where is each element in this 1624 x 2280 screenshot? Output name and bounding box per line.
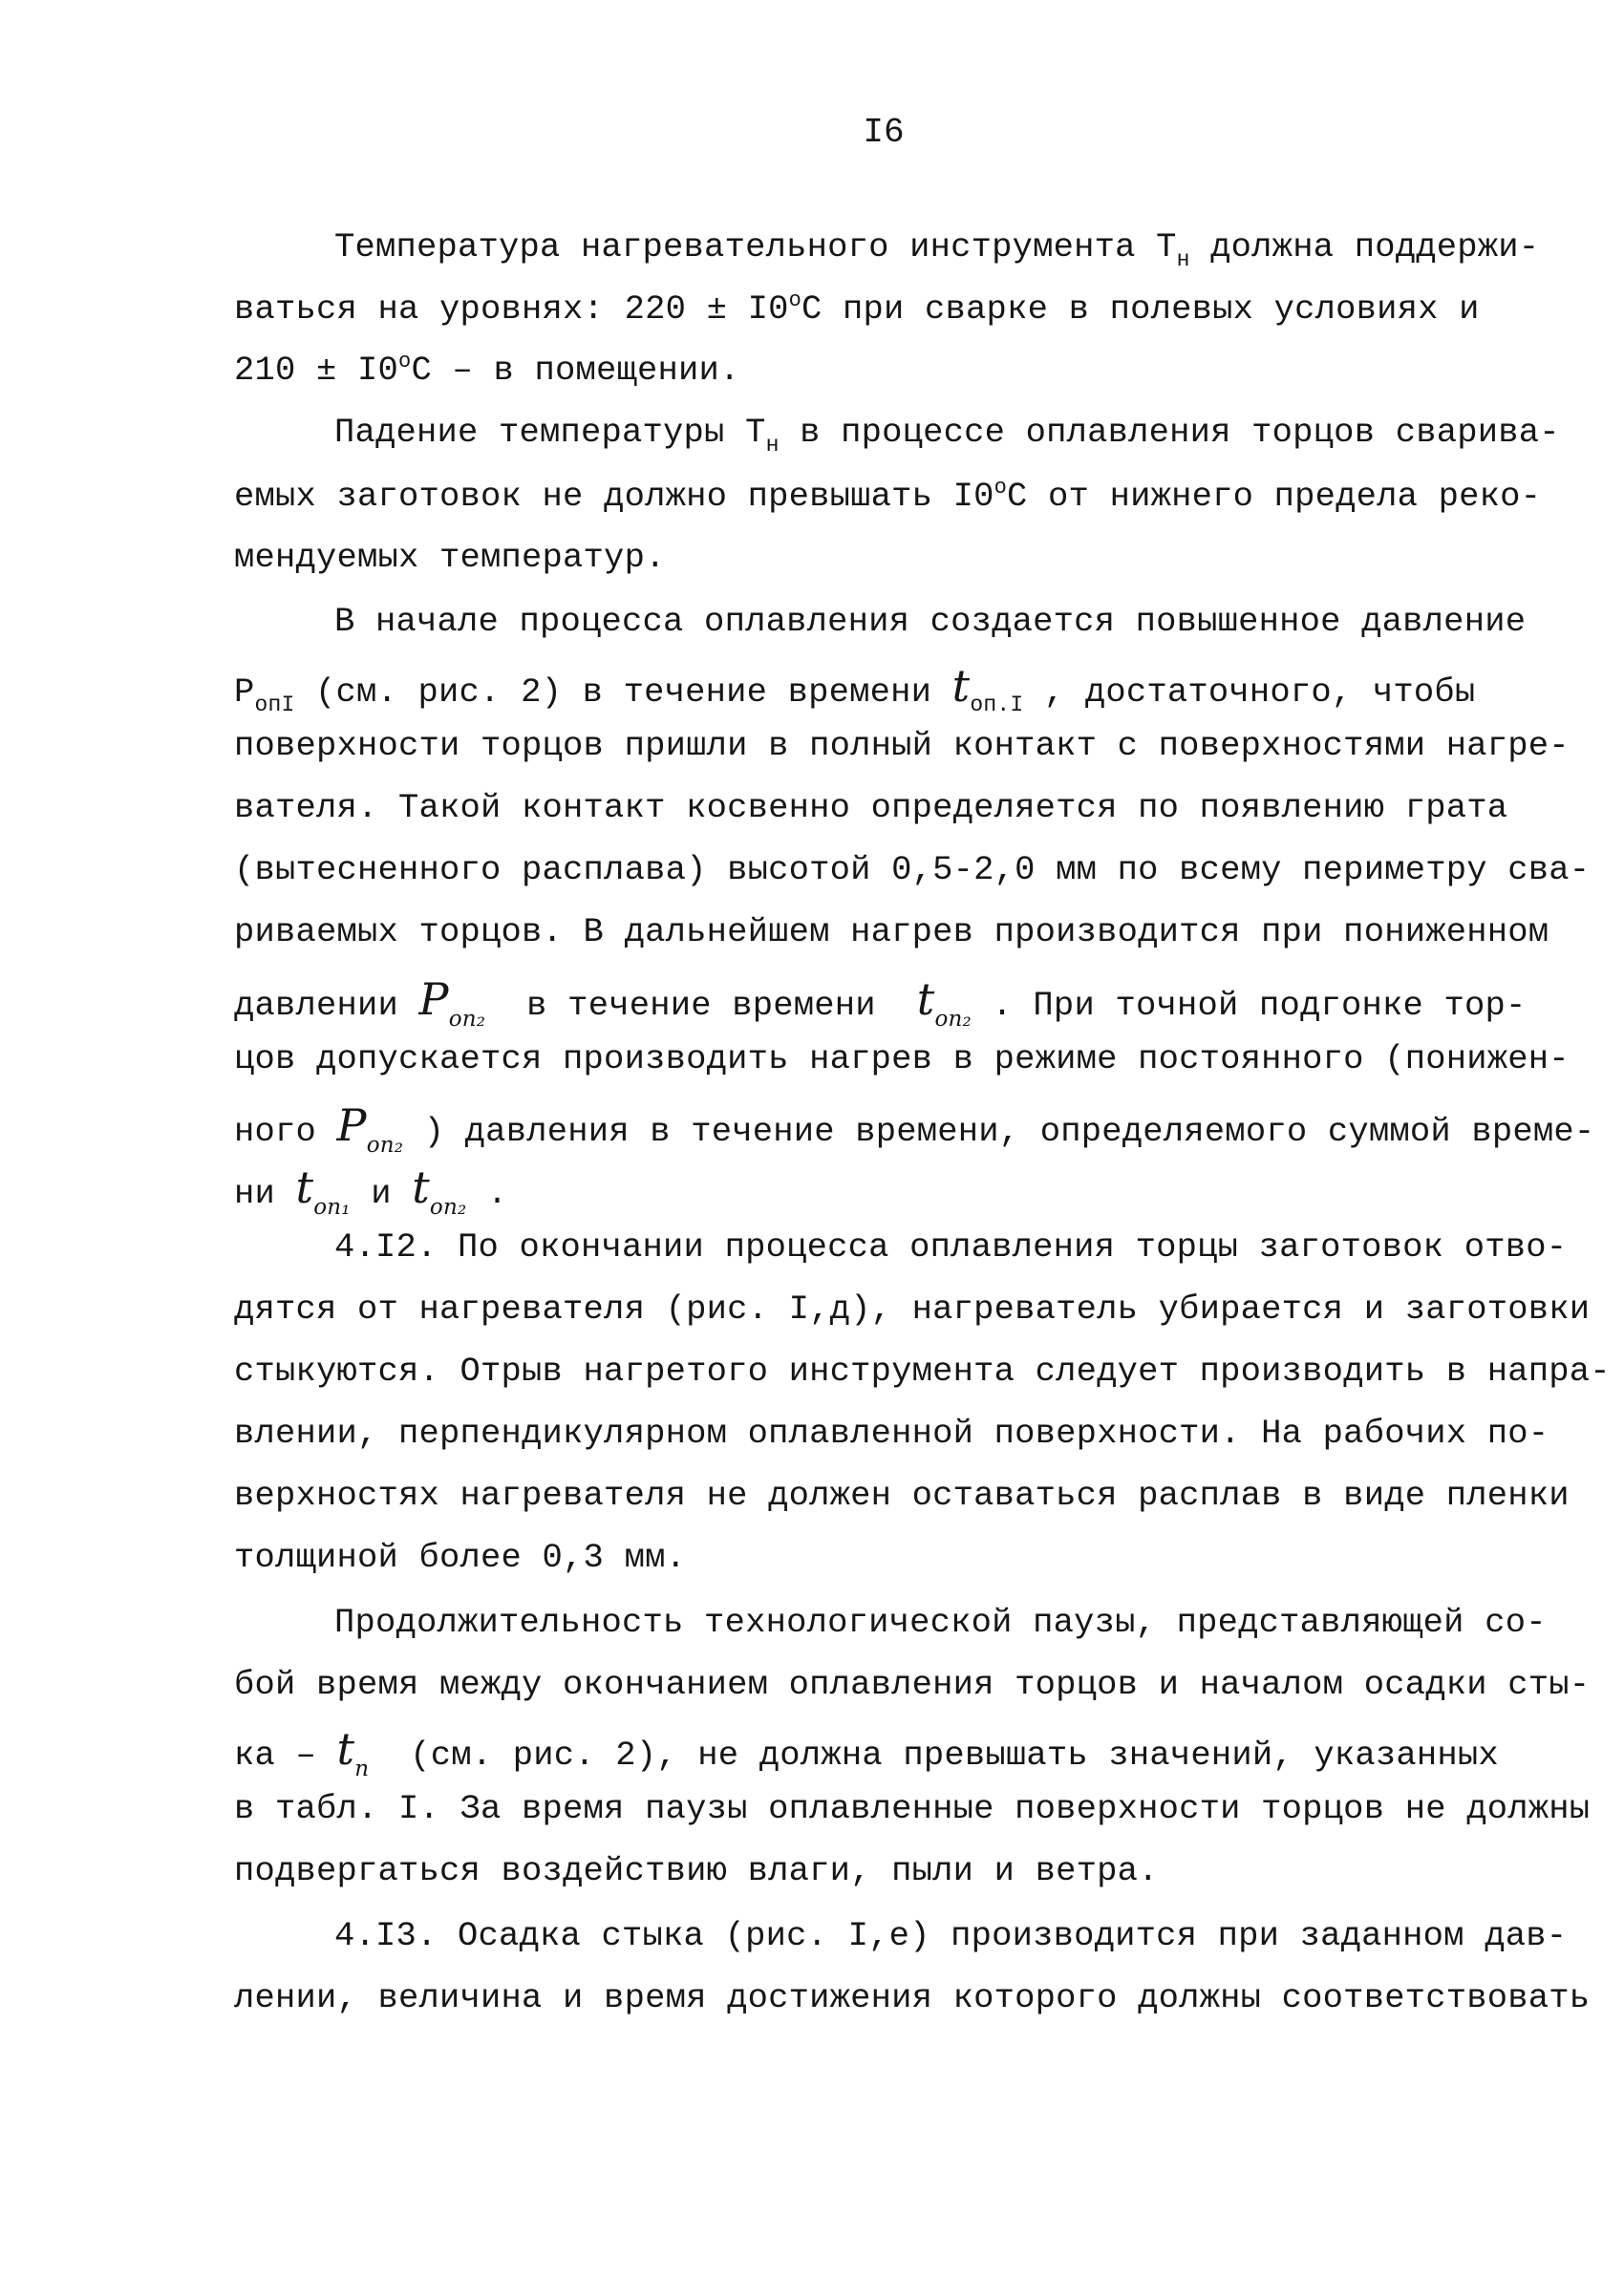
text-line: (вытесненного расплава) высотой 0,5-2,0 мм по всему периметру сва- — [234, 850, 1591, 889]
text-line: лении, величина и время достижения которого должны соответствовать — [234, 1978, 1591, 2017]
handwritten-symbol: P — [336, 1099, 367, 1151]
handwritten-subscript: оп₂ — [448, 1007, 486, 1032]
text-line: ваться на уровнях: $220 \pm I0^оС$ при сварке в полевых условиях и — [234, 288, 1480, 329]
plus-minus-sign: ± — [316, 351, 337, 390]
handwritten-symbol: t — [951, 660, 971, 712]
text-line: $Р_{опI}$ (см. рис. 2) в течение времени $t_{оп.I}$ , достаточного, чтобы — [234, 660, 1476, 717]
text-line: 4.I2. По окончании процесса оплавления торцы заготовок отво- — [334, 1227, 1568, 1267]
text-line: поверхности торцов пришли в полный контакт с поверхностями нагре- — [234, 726, 1570, 765]
degree-sign: о — [994, 476, 1008, 500]
handwritten-symbol: P — [418, 973, 449, 1025]
handwritten-subscript: п — [354, 1757, 370, 1781]
text-line: $210 \pm I0^оС - в$ помещении. — [234, 350, 740, 390]
text-line: подвергаться воздействию влаги, пыли и ветра. — [234, 1851, 1159, 1890]
text-line: Температура нагревательного инструмента $Т_н$ должна поддержи- — [334, 227, 1540, 272]
text-line: давлении $P_{оп_2}$ в течение времени $t_{оп_2}$ . При точной подгонке тор- — [234, 973, 1527, 1032]
text-line: верхностях нагревателя не должен оставаться расплав в виде пленки — [234, 1476, 1570, 1515]
text-line: дятся от нагревателя (рис. I,д), нагреватель убирается и заготовки — [234, 1289, 1591, 1329]
handwritten-symbol: t — [295, 1161, 314, 1213]
text-line: Падение температуры $Т_н$ в процессе оплавления торцов сварива- — [334, 413, 1560, 458]
subscript: н — [1176, 247, 1190, 272]
text-line: мендуемых температур. — [234, 538, 666, 577]
text-line: ного $P_{оп_2}$ ) давления в течение времени, определяемого суммой време- — [234, 1099, 1595, 1158]
text-line: емых заготовок не должно превышать $I0^оС$ от нижнего предела реко- — [234, 476, 1542, 516]
text-line: влении, перпендикулярном оплавленной поверхности. На рабочих по- — [234, 1414, 1549, 1453]
handwritten-symbol: t — [412, 1161, 430, 1213]
text-line: ка – $t_п$ (см. рис. 2), не должна превышать значений, указанных — [234, 1723, 1499, 1781]
text-line: толщиной более 0,3 мм. — [234, 1538, 687, 1577]
degree-sign: о — [788, 288, 802, 312]
text-line: Продолжительность технологической паузы, представляющей со- — [334, 1603, 1547, 1642]
handwritten-symbol: t — [336, 1723, 355, 1775]
plus-minus-sign: ± — [706, 289, 728, 329]
text-line: 4.I3. Осадка стыка (рис. I,е) производится при заданном дав- — [334, 1916, 1568, 1955]
subscript: опI — [254, 693, 295, 717]
handwritten-subscript: оп₁ — [313, 1195, 351, 1220]
handwritten-symbol: t — [916, 973, 935, 1025]
text-line: В начале процесса оплавления создается повышенное давление — [334, 602, 1527, 641]
handwritten-subscript: оп₂ — [366, 1133, 404, 1158]
text-line: вателя. Такой контакт косвенно определяется по появлению грата — [234, 788, 1508, 827]
handwritten-subscript: оп₂ — [429, 1195, 467, 1220]
degree-sign: о — [398, 350, 412, 373]
text-line: в табл. I. За время паузы оплавленные поверхности торцов не должны — [234, 1789, 1591, 1828]
text-line: цов допускается производить нагрев в режиме постоянного (понижен- — [234, 1039, 1570, 1078]
subscript: н — [765, 433, 780, 458]
text-line: бой время между окончанием оплавления торцов и началом осадки сты- — [234, 1665, 1591, 1704]
text-line: стыкуются. Отрыв нагретого инструмента следует производить в напра- — [234, 1352, 1611, 1391]
subscript: оп.I — [970, 693, 1024, 717]
text-line: риваемых торцов. В дальнейшем нагрев производится при пониженном — [234, 912, 1549, 951]
text-line: ни $t_{оп_1}$ и $t_{оп_2}$ . — [234, 1161, 508, 1220]
page-number: I6 — [863, 113, 905, 152]
handwritten-subscript: оп₂ — [934, 1007, 972, 1032]
